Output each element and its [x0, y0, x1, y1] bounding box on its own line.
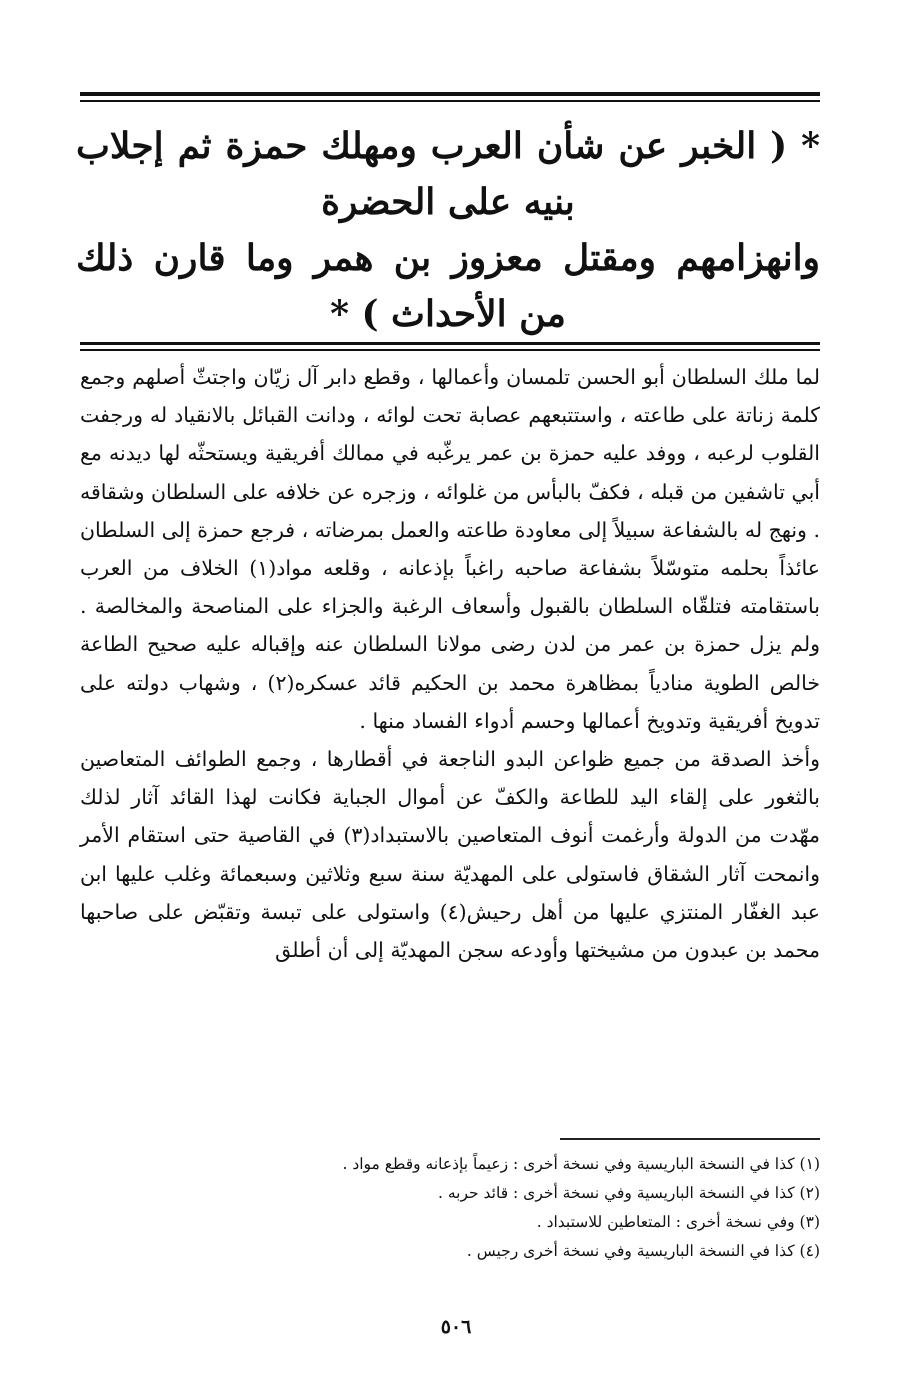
heading-rule-thin: [80, 349, 820, 351]
chapter-heading: [76, 118, 820, 342]
heading-line-2: وانهزامهم ومقتل معزوز بن همر وما قارن ذلك من الأحداث ) *: [76, 237, 820, 335]
footnote-3: (٣) وفي نسخة أخرى : المتعاطين للاستبداد .: [536, 1213, 820, 1231]
paragraph: وأخذ الصدقة من جميع ظواعن البدو الناجعة في أقطارها ، وجمع الطوائف المتعاصين بالثغور على إلقاء اليد للطاعة والكفّ عن أموال الجباية فكانت لهذا القائد آثار لذلك مهّدت من الدولة وأرغمت أنوف المتعاصين بالاستبداد(٣) في القاصية حتى استقام الأمر وانمحت آثار الشقاق فاستولى على المهديّة سنة سبع وثلاثين وسبعمائة وغلب عليها ابن عبد الغفّار المنتزي عليها من أهل رحيش(٤) واستولى على تبسة وتقبّض على صاحبها محمد بن عبدون من مشيختها وأودعه سجن المهديّة إلى أن أطلق: [80, 747, 820, 963]
footnote-2: (٢) كذا في النسخة الباريسية وفي نسخة أخرى : قائد حربه .: [437, 1184, 820, 1202]
footnote-separator: [560, 1138, 820, 1140]
body-text: [80, 358, 820, 969]
paragraph: لما ملك السلطان أبو الحسن تلمسان وأعمالها ، وقطع دابر آل زيّان واجتثّ أصلهم وجمع كلمة زناتة على طاعته ، واستتبعهم عصابة تحت لوائه ، ودانت القبائل بالانقياد له ورجفت القلوب لرعبه ، ووفد عليه حمزة بن عمر يرغّبه في ممالك أفريقية ويستحثّه لها ديدنه مع أبي تاشفين من قبله ، فكفّ بالبأس من غلوائه ، وزجره عن خلافه على السلطان وشقاقه . ونهج له بالشفاعة سبيلاً إلى معاودة طاعته والعمل بمرضاته ، فرجع حمزة إلى السلطان عائذاً بحلمه متوسّلاً بشفاعة صاحبه راغباً بإذعانه ، وقلعه مواد(١) الخلاف من العرب باستقامته فتلقّاه السلطان بالقبول وأسعاف الرغبة والجزاء على المناصحة والمخالصة . ولم يزل حمزة بن عمر من لدن رضى مولانا السلطان عنه وإقباله عليه صحيح الطاعة خالص الطوية منادياً بمظاهرة محمد بن الحكيم قائد عسكره(٢) ، وشهاب دولته على تدويخ أفريقية وتدويخ أعمالها وحسم أدواء الفساد منها .: [80, 365, 821, 733]
footnote-1: (١) كذا في النسخة الباريسية وفي نسخة أخرى : زعيماً بإذعانه وقطع مواد .: [342, 1155, 820, 1173]
page-number: ٥٠٦: [440, 1316, 472, 1338]
heading-line-1: * ( الخبر عن شأن العرب ومهلك حمزة ثم إجلاب بنيه على الحضرة: [76, 125, 820, 223]
top-rule-thick: [80, 92, 820, 96]
footnotes: [80, 1150, 820, 1266]
footnote-4: (٤) كذا في النسخة الباريسية وفي نسخة أخرى رجيس .: [466, 1242, 820, 1260]
heading-rule-thick: [80, 342, 820, 345]
top-rule-thin: [80, 100, 820, 102]
